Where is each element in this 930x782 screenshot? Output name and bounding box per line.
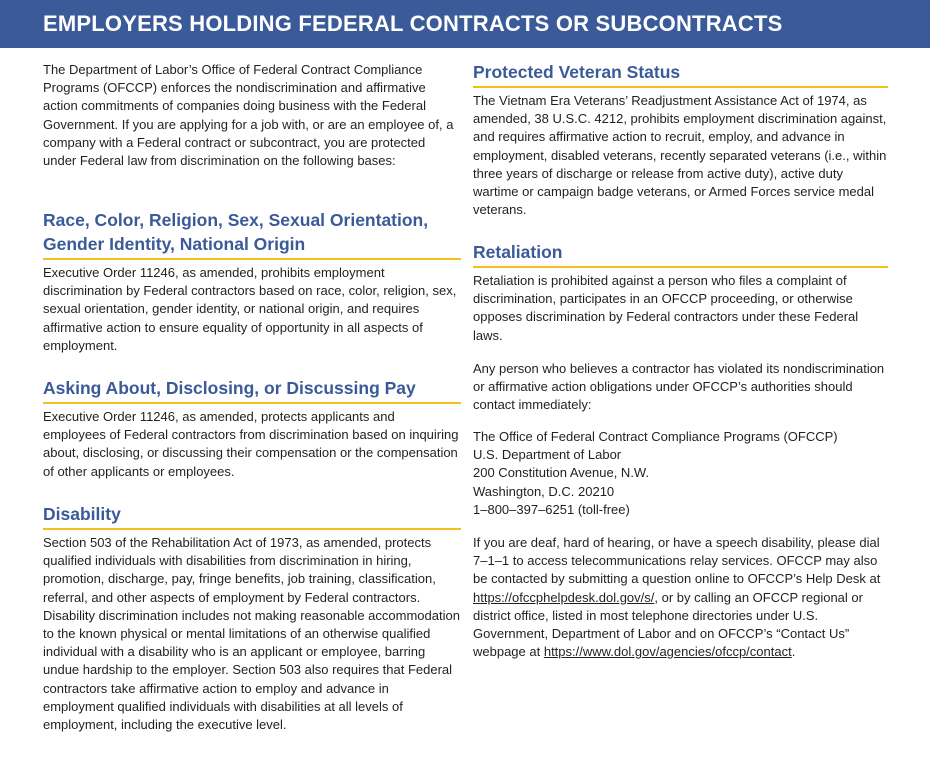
address-line-3: 200 Constitution Avenue, N.W. (473, 465, 650, 481)
disability-body: Section 503 of the Rehabilitation Act of 1973, as amended, protects qualified individuals with disabilities from discrimination in hiring, promotion, discharge, pay, fringe benefits, job training, classification, referral, and other aspects of employment by Federal contractors. Disability discrimination includes not making reasonable accommodation to the known physical or mental limitations of an otherwise qualified individual with a disability who is an applicant or employee, barring undue hardship to the employer. Section 503 also requires that Federal contractors take affirmative action to employ and advance in employment qualified individuals with disabilities at all levels of employment, including the executive level. (43, 535, 460, 733)
disability-heading: Disability (43, 502, 461, 530)
ofccp-address (473, 428, 888, 519)
pay-heading: Asking About, Disclosing, or Discussing Pay (43, 376, 461, 404)
address-phone: 1–800–397–6251 (toll-free) (473, 501, 630, 517)
contact-intro: Any person who believes a contractor has violated its nondiscrimination or affirmative action obligations under OFCCP’s authorities should contact immediately: (473, 361, 885, 413)
veteran-heading: Protected Veteran Status (473, 60, 888, 88)
address-line-1: The Office of Federal Contract Compliance Programs (OFCCP) (473, 429, 838, 444)
intro-paragraph: The Department of Labor’s Office of Federal Contract Compliance Programs (OFCCP) enforces the nondiscrimination and affirmative action commitments of companies doing business with the Federal Government. If you are applying for a job with, or are an employee of, a company with a Federal contract or subcontract, you are protected under Federal law from discrimination on the following bases: (43, 62, 454, 169)
deaf-text-2: , or by calling an OFCCP regional or district office, listed in most telephone directories under U.S. Government, Department of Labor and on OFCCP’s “Contact Us” webpage at (473, 589, 863, 660)
pay-body: Executive Order 11246, as amended, protects applicants and employees of Federal contractors from discrimination based on inquiring about, disclosing, or discussing their compensation or the compensation of other applicants or employees. (43, 409, 459, 479)
page-title: EMPLOYERS HOLDING FEDERAL CONTRACTS OR SUBCONTRACTS (43, 11, 783, 36)
race-heading: Race, Color, Religion, Sex, Sexual Orientation, Gender Identity, National Origin (43, 208, 461, 260)
deaf-paragraph (473, 534, 888, 661)
page-banner (0, 0, 930, 48)
address-line-2: U.S. Department of Labor (473, 447, 622, 463)
deaf-text-1: If you are deaf, hard of hearing, or have a speech disability, please dial 7–1–1 to access telecommunications relay services. OFCCP may also be contacted by submitting a question online to OFCCP’s Help Desk at (473, 535, 881, 587)
retaliation-body: Retaliation is prohibited against a person who files a complaint of discrimination, participates in an OFCCP proceeding, or otherwise opposes discrimination by Federal contractors under these Federal laws. (473, 273, 859, 343)
help-desk-link[interactable]: https://ofccphelpdesk.dol.gov/s/ (473, 589, 655, 605)
retaliation-heading: Retaliation (473, 240, 888, 268)
contact-us-link[interactable]: https://www.dol.gov/agencies/ofccp/contact (543, 644, 792, 660)
address-line-4: Washington, D.C. 20210 (473, 483, 615, 499)
deaf-text-3: . (791, 644, 796, 660)
race-body: Executive Order 11246, as amended, prohibits employment discrimination by Federal contractors based on race, color, religion, sex, sexual orientation, gender identity, or national origin, and requires affirmative action to ensure equality of opportunity in all aspects of employment. (43, 265, 457, 353)
veteran-body: The Vietnam Era Veterans’ Readjustment Assistance Act of 1974, as amended, 38 U.S.C. 4212, prohibits employment discrimination against, and requires affirmative action to recruit, employ, and advance in employment, disabled veterans, recently separated veterans (i.e., within three years of discharge or release from active duty), active duty wartime or campaign badge veterans, or Armed Forces service medal veterans. (473, 93, 887, 218)
